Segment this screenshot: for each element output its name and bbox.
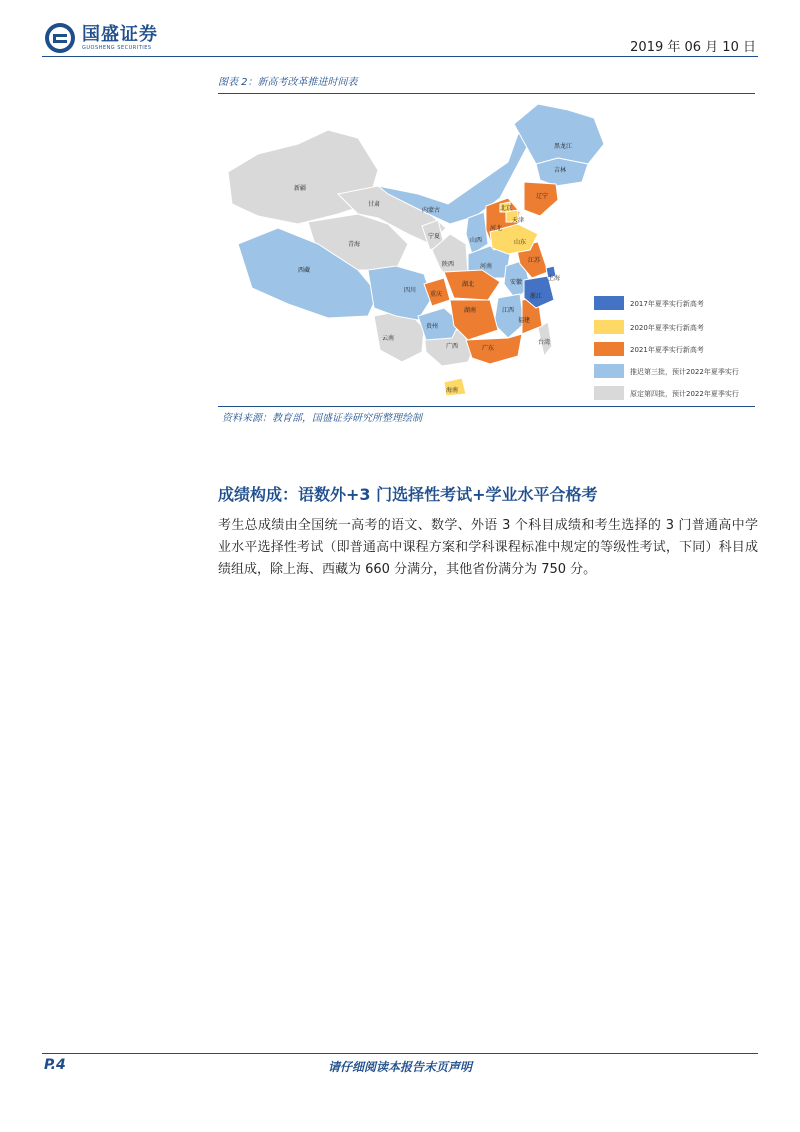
label-jiangxi: 江西: [502, 307, 515, 314]
figure-title: 图表 2：新高考改革推进时间表: [218, 77, 358, 88]
label-neimenggu: 内蒙古: [422, 207, 441, 214]
footer-divider: [42, 1053, 758, 1054]
province-sichuan: [368, 266, 432, 320]
label-chongqing: 重庆: [430, 291, 443, 298]
label-beijing: 北京: [500, 205, 513, 212]
figure-bottom-rule: [218, 406, 755, 407]
label-guangdong: 广东: [482, 345, 495, 352]
label-gansu: 甘肃: [368, 201, 381, 208]
label-xinjiang: 新疆: [294, 185, 307, 192]
legend-label-fourth-batch: 原定第四批，预计2022年夏季实行: [630, 390, 739, 398]
legend-label-third-batch: 推迟第三批，预计2022年夏季实行: [630, 368, 739, 376]
guosheng-logo-icon: [44, 22, 76, 54]
label-shanxi: 山西: [470, 237, 483, 244]
label-heilongjiang: 黑龙江: [554, 143, 573, 150]
label-taiwan: 台湾: [538, 339, 551, 346]
china-map: [218, 94, 755, 406]
company-logo: [44, 22, 158, 54]
province-heilongjiang: [514, 104, 604, 164]
label-guangxi: 广西: [446, 343, 459, 350]
china-map-figure: [218, 94, 755, 406]
section-paragraph: 考生总成绩由全国统一高考的语文、数学、外语 3 个科目成绩和考生选择的 3 门普通高中学业水平选择性考试（即普通高中课程方案和学科课程标准中规定的等级性考试，下同）科目成绩组成，除上海、西藏为 660 分满分，其他省份满分为 750 分。: [218, 518, 758, 577]
report-date: 2019 年 06 月 10 日: [630, 40, 756, 55]
label-anhui: 安徽: [510, 279, 523, 286]
legend-swatch-2021: [594, 342, 624, 356]
legend-label-2020: 2020年夏季实行新高考: [630, 324, 704, 332]
label-hunan: 湖南: [464, 307, 477, 314]
header-divider: [42, 56, 758, 57]
label-hubei: 湖北: [462, 281, 475, 288]
label-jiangsu: 江苏: [528, 257, 541, 264]
label-qinghai: 青海: [348, 241, 361, 248]
legend-swatch-2020: [594, 320, 624, 334]
label-hebei: 河北: [490, 225, 503, 232]
label-yunnan: 云南: [382, 335, 395, 342]
label-shanghai: 上海: [548, 275, 561, 282]
label-hainan: 海南: [446, 387, 459, 394]
section-title: 成绩构成：语数外+3 门选择性考试+学业水平合格考: [218, 485, 598, 504]
legend-swatch-third-batch: [594, 364, 624, 378]
province-jiangxi: [494, 294, 524, 338]
label-xizang: 西藏: [298, 267, 311, 274]
label-shandong: 山东: [514, 239, 527, 246]
label-fujian: 福建: [518, 317, 531, 324]
label-guizhou: 贵州: [426, 323, 439, 330]
footer-disclaimer: 请仔细阅读本报告末页声明: [327, 1060, 472, 1074]
label-zhejiang: 浙江: [530, 293, 543, 300]
label-tianjin: 天津: [512, 217, 525, 224]
label-liaoning: 辽宁: [536, 193, 549, 200]
legend-label-2017: 2017年夏季实行新高考: [630, 300, 704, 308]
legend-swatch-2017: [594, 296, 624, 310]
label-ningxia: 宁夏: [428, 233, 441, 240]
company-name-en: GUOSHENG SECURITIES: [82, 45, 152, 51]
figure-source: 资料来源：教育部，国盛证券研究所整理绘制: [222, 413, 422, 424]
legend-label-2021: 2021年夏季实行新高考: [630, 346, 704, 354]
label-jilin: 吉林: [554, 167, 567, 174]
page-number: P.4: [44, 1057, 66, 1073]
label-henan: 河南: [480, 263, 493, 270]
legend-swatch-fourth-batch: [594, 386, 624, 400]
label-shaanxi: 陕西: [442, 261, 455, 268]
label-sichuan: 四川: [404, 287, 417, 294]
map-legend: [594, 296, 739, 400]
company-name-cn: 国盛证券: [82, 24, 158, 45]
